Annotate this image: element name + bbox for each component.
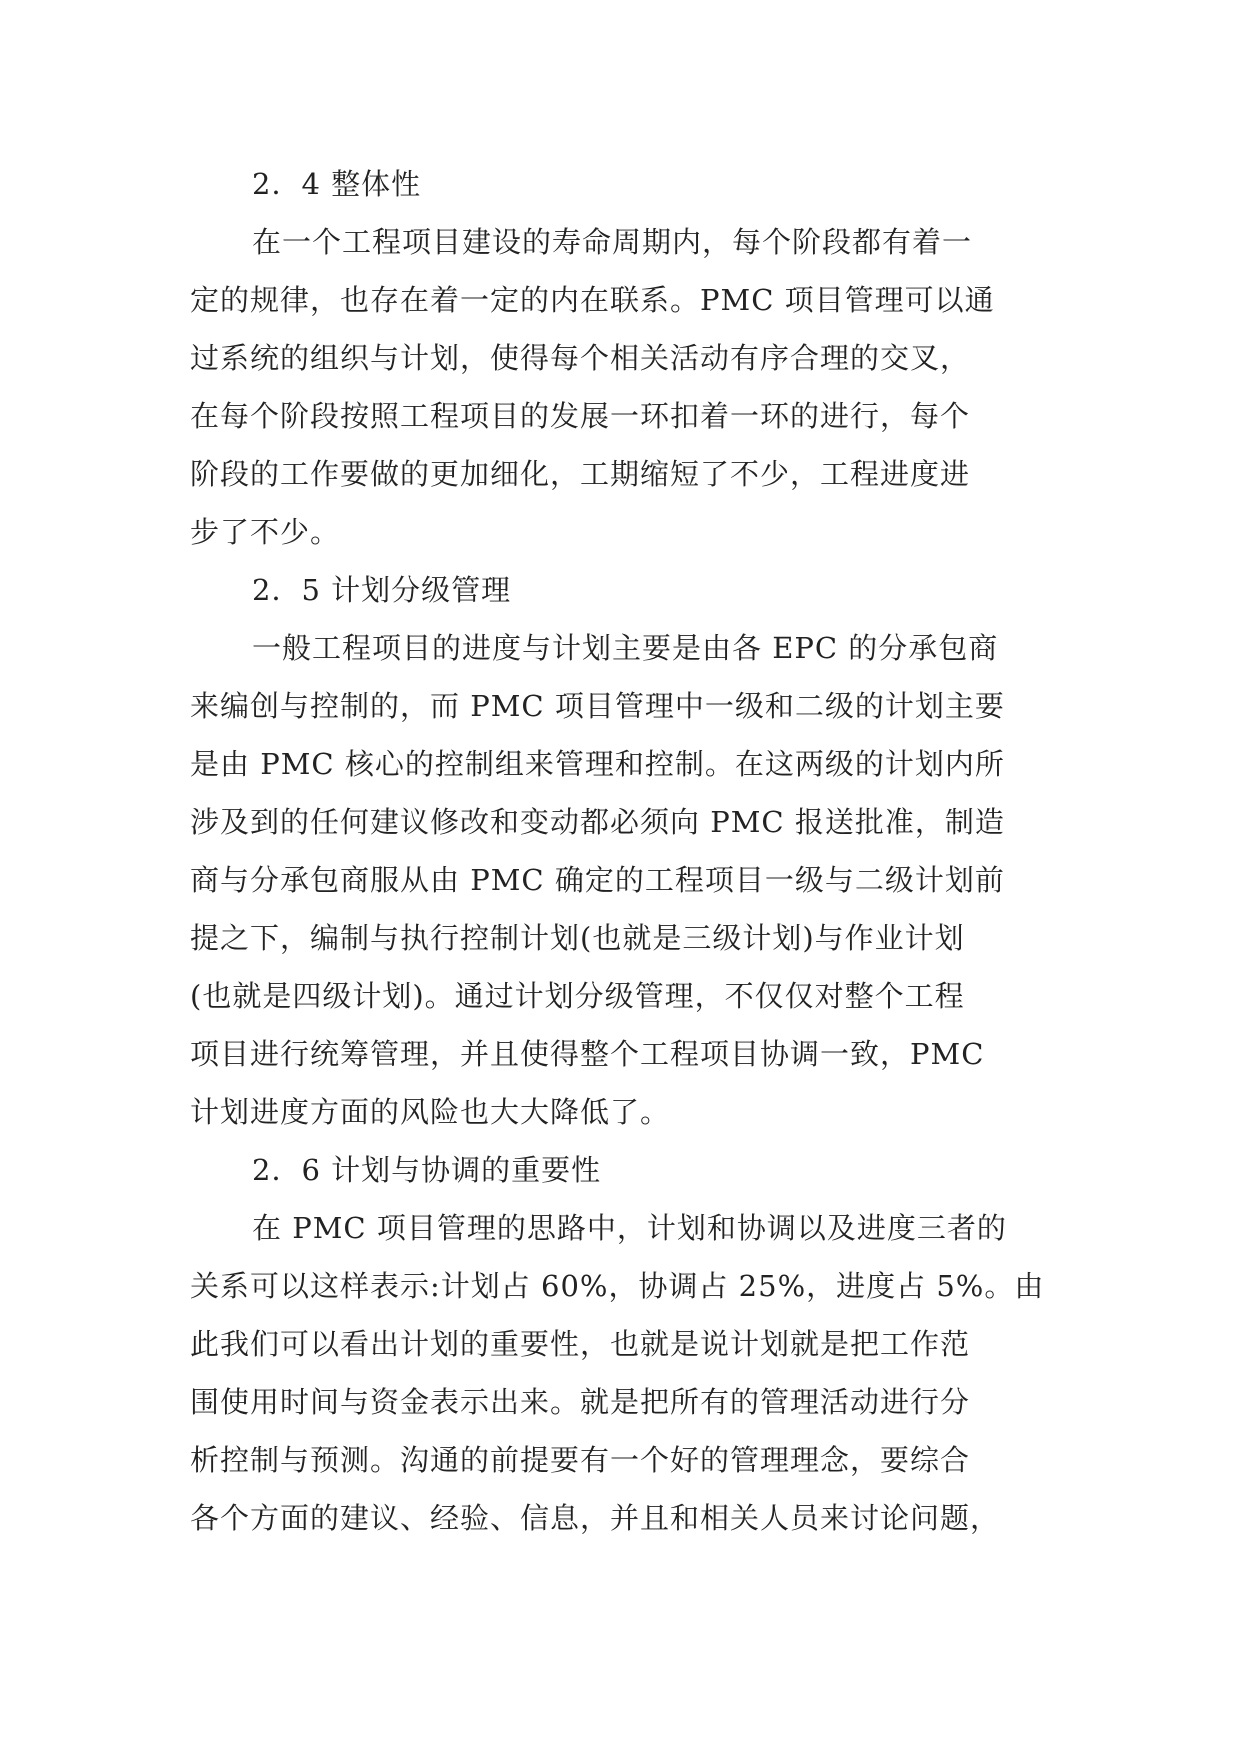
paragraph-line: (也就是四级计划)。通过计划分级管理，不仅仅对整个工程 — [190, 979, 965, 1013]
paragraph-line: 涉及到的任何建议修改和变动都必须向 PMC 报送批准，制造 — [190, 805, 1005, 839]
paragraph-line: 析控制与预测。沟通的前提要有一个好的管理理念，要综合 — [190, 1443, 971, 1477]
paragraph-line: 提之下，编制与执行控制计划(也就是三级计划)与作业计划 — [190, 921, 965, 955]
paragraph-line: 一般工程项目的进度与计划主要是由各 EPC 的分承包商 — [252, 631, 999, 665]
paragraph-line: 计划进度方面的风险也大大降低了。 — [190, 1095, 671, 1129]
paragraph-line: 在每个阶段按照工程项目的发展一环扣着一环的进行，每个 — [190, 399, 971, 433]
section-heading: 2．5 计划分级管理 — [252, 573, 512, 607]
paragraph-line: 定的规律，也存在着一定的内在联系。PMC 项目管理可以通 — [190, 283, 995, 317]
paragraph-line: 阶段的工作要做的更加细化，工期缩短了不少，工程进度进 — [190, 457, 971, 491]
paragraph-line: 是由 PMC 核心的控制组来管理和控制。在这两级的计划内所 — [190, 747, 1005, 781]
paragraph-line: 商与分承包商服从由 PMC 确定的工程项目一级与二级计划前 — [190, 863, 1005, 897]
paragraph-line: 步了不少。 — [190, 515, 341, 549]
paragraph-line: 项目进行统筹管理，并且使得整个工程项目协调一致，PMC — [190, 1037, 985, 1071]
paragraph-line: 围使用时间与资金表示出来。就是把所有的管理活动进行分 — [190, 1385, 971, 1419]
section-heading: 2．6 计划与协调的重要性 — [252, 1153, 602, 1187]
paragraph-line: 各个方面的建议、经验、信息，并且和相关人员来讨论问题， — [190, 1501, 1001, 1535]
paragraph-line: 过系统的组织与计划，使得每个相关活动有序合理的交叉， — [190, 341, 971, 375]
paragraph-line: 在 PMC 项目管理的思路中，计划和协调以及进度三者的 — [252, 1211, 1007, 1245]
paragraph-line: 关系可以这样表示:计划占 60%，协调占 25%，进度占 5%。由 — [190, 1269, 1045, 1303]
paragraph-line: 在一个工程项目建设的寿命周期内，每个阶段都有着一 — [252, 225, 973, 259]
paragraph-line: 此我们可以看出计划的重要性，也就是说计划就是把工作范 — [190, 1327, 971, 1361]
paragraph-line: 来编创与控制的，而 PMC 项目管理中一级和二级的计划主要 — [190, 689, 1005, 723]
section-heading: 2．4 整体性 — [252, 167, 422, 201]
